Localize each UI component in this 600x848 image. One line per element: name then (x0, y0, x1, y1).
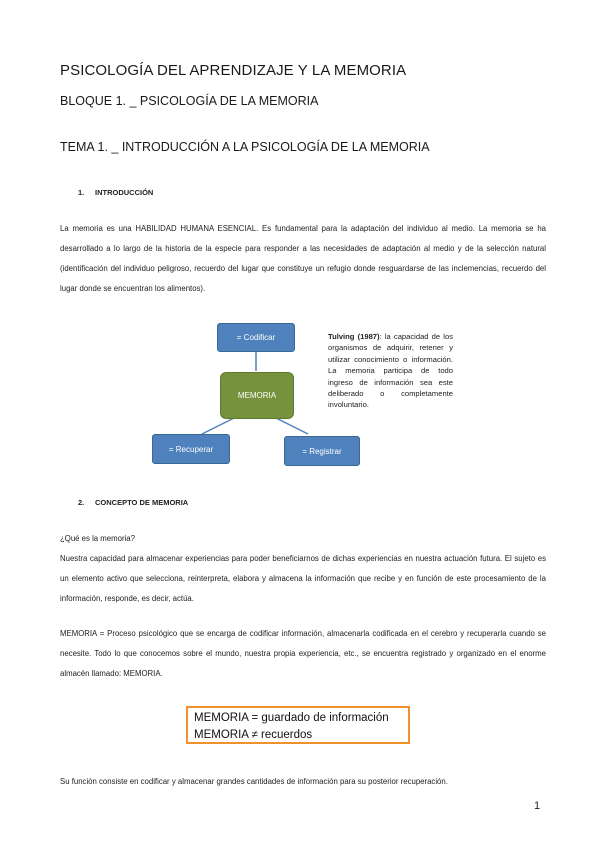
section-2-number: 2. (78, 498, 85, 507)
box-line-2: MEMORIA ≠ recuerdos (194, 728, 313, 741)
document-title: PSICOLOGÍA DEL APRENDIZAJE Y LA MEMORIA (60, 62, 407, 79)
closing-paragraph (60, 772, 546, 792)
section-1-number: 1. (78, 188, 85, 197)
section-2-question: ¿Qué es la memoria? (60, 534, 135, 543)
block-heading: BLOQUE 1. _ PSICOLOGÍA DE LA MEMORIA (60, 94, 319, 108)
connector-recuperar (202, 418, 234, 434)
memory-diagram (150, 318, 342, 468)
section-2-paragraph-1: Nuestra capacidad para almacenar experiencias para poder beneficiarnos de dichas experiencias en nuestra actuación futura. El sujeto es un elemento activo que selecciona, reinterpreta, elabora y almacena la información que recibe y en función de este procesamiento de la información, responde, es decir, actúa. (60, 554, 546, 603)
section-2-heading (78, 498, 188, 507)
node-codificar: = Codificar (217, 323, 295, 352)
section-1-title: INTRODUCCIÓN (95, 188, 154, 197)
section-1-paragraph (60, 219, 546, 299)
node-registrar: = Registrar (284, 436, 360, 466)
page-number: 1 (534, 800, 541, 812)
section-2-definition (60, 624, 546, 684)
tema-heading: TEMA 1. _ INTRODUCCIÓN A LA PSICOLOGÍA DE LA MEMORIA (60, 140, 430, 154)
box-line-1: MEMORIA = guardado de información (194, 712, 389, 724)
tulving-text: : la capacidad de los organismos de adquirir, retener y utilizar conocimiento o información. La memoria participa de todo ingreso de información sea este deliberado o completamente involuntario. (328, 332, 453, 410)
section-1-text: La memoria es una HABILIDAD HUMANA ESENCIAL. Es fundamental para la adaptación del individuo al medio. La memoria se ha desarrollado a lo largo de la historia de la especie para responder a las necesidades de adaptación al medio y de la selección natural (identificación del individuo peligroso, recuerdo del lugar que constituye un refugio donde resguardarse de las inclemencias, recuerdo del lugar donde se encuentran los alimentos). (60, 224, 546, 293)
section-1-heading (78, 188, 153, 197)
connector-registrar (276, 418, 308, 434)
tulving-author: Tulving (1987) (328, 332, 380, 341)
node-memoria: MEMORIA (220, 372, 294, 419)
node-recuperar: = Recuperar (152, 434, 230, 464)
section-2-title: CONCEPTO DE MEMORIA (95, 498, 189, 507)
section-2-paragraph-2: MEMORIA = Proceso psicológico que se encarga de codificar información, almacenarla codificada en el cerebro y recuperarla cuando se necesite. Todo lo que conocemos sobre el mundo, nuestra propia experiencia, etc., se encuentra registrado y organizado en el enorme almacén llamado: MEMORIA. (60, 629, 546, 678)
tulving-definition (328, 331, 453, 411)
memory-definition-box (186, 706, 410, 744)
closing-text: Su función consiste en codificar y almacenar grandes cantidades de información para su posterior recuperación. (60, 777, 448, 786)
section-2-body (60, 529, 546, 609)
